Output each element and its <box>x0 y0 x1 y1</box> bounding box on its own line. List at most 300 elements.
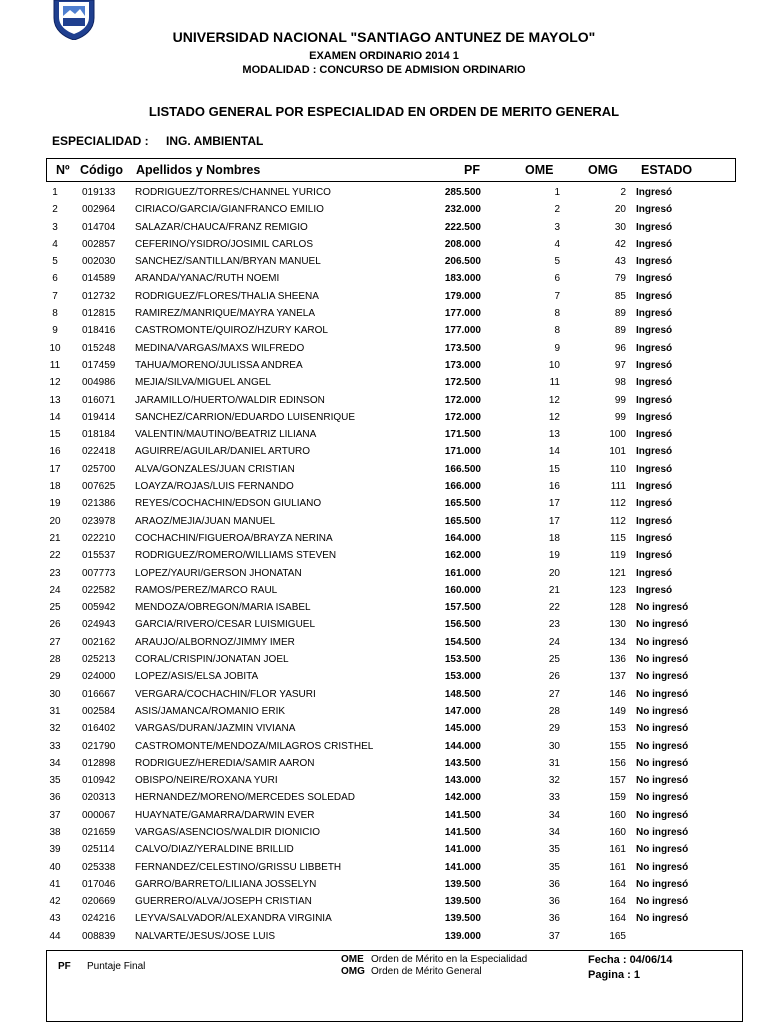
row-ome: 3 <box>554 221 560 233</box>
row-pf: 165.500 <box>444 498 481 510</box>
row-codigo: 017046 <box>82 878 116 890</box>
row-number: 9 <box>52 325 58 337</box>
row-ome: 31 <box>548 757 560 769</box>
row-estado: No ingresó <box>636 844 689 856</box>
row-nombre: CALVO/DIAZ/YERALDINE BRILLID <box>135 844 294 856</box>
row-pf: 172.000 <box>444 394 481 406</box>
row-nombre: AGUIRRE/AGUILAR/DANIEL ARTURO <box>135 446 311 458</box>
row-codigo: 015248 <box>82 342 116 354</box>
row-codigo: 023978 <box>82 515 116 527</box>
row-pf: 171.500 <box>444 429 481 441</box>
row-omg: 112 <box>610 498 626 510</box>
table-row <box>0 651 768 668</box>
table-row <box>0 305 768 322</box>
row-number: 21 <box>49 532 61 544</box>
row-pf: 177.000 <box>444 325 481 337</box>
legend-pf-desc: Puntaje Final <box>87 961 146 972</box>
row-omg: 164 <box>609 913 626 925</box>
row-ome: 26 <box>548 671 560 683</box>
row-estado: Ingresó <box>636 429 673 441</box>
row-number: 44 <box>49 930 61 942</box>
row-number: 2 <box>52 204 58 216</box>
row-estado: Ingresó <box>636 256 673 268</box>
row-nombre: MEDINA/VARGAS/MAXS WILFREDO <box>135 342 305 354</box>
row-estado: No ingresó <box>636 602 689 614</box>
row-number: 43 <box>49 913 61 925</box>
row-ome: 11 <box>549 377 560 389</box>
row-codigo: 012815 <box>82 308 116 320</box>
table-row <box>0 426 768 443</box>
row-omg: 160 <box>609 826 626 838</box>
row-codigo: 016402 <box>82 723 116 735</box>
row-number: 12 <box>49 377 61 389</box>
row-number: 39 <box>49 844 61 856</box>
row-estado: Ingresó <box>636 290 673 302</box>
row-ome: 15 <box>548 463 560 475</box>
row-codigo: 014704 <box>82 221 116 233</box>
row-omg: 161 <box>609 844 626 856</box>
table-row <box>0 270 768 287</box>
row-number: 41 <box>49 878 61 890</box>
row-pf: 156.500 <box>444 619 481 631</box>
row-nombre: SALAZAR/CHAUCA/FRANZ REMIGIO <box>135 221 308 233</box>
row-omg: 20 <box>614 204 626 216</box>
legend-pf-abbr: PF <box>58 961 71 972</box>
specialty-label: ESPECIALIDAD : <box>52 134 149 148</box>
row-estado: Ingresó <box>636 411 673 423</box>
row-omg: 160 <box>609 809 626 821</box>
row-codigo: 012898 <box>82 757 116 769</box>
row-omg: 43 <box>614 256 626 268</box>
row-omg: 136 <box>609 654 626 666</box>
row-ome: 16 <box>548 481 560 493</box>
row-estado: Ingresó <box>636 377 673 389</box>
row-nombre: TAHUA/MORENO/JULISSA ANDREA <box>135 359 303 371</box>
row-codigo: 025700 <box>82 463 116 475</box>
row-omg: 153 <box>609 723 626 735</box>
row-ome: 12 <box>548 411 560 423</box>
table-row <box>0 530 768 547</box>
row-number: 29 <box>49 671 61 683</box>
table-row <box>0 928 768 945</box>
row-nombre: GUERRERO/ALVA/JOSEPH CRISTIAN <box>135 896 312 908</box>
row-estado: Ingresó <box>636 221 673 233</box>
row-pf: 143.500 <box>444 757 481 769</box>
row-codigo: 010942 <box>82 775 116 787</box>
legend-omg-abbr: OMG <box>341 966 365 977</box>
row-omg: 164 <box>609 878 626 890</box>
row-number: 36 <box>49 792 61 804</box>
row-estado: No ingresó <box>636 792 689 804</box>
table-row <box>0 392 768 409</box>
row-pf: 139.500 <box>444 913 481 925</box>
row-nombre: RODRIGUEZ/FLORES/THALIA SHEENA <box>135 290 319 302</box>
specialty-value: ING. AMBIENTAL <box>166 134 264 148</box>
row-nombre: RAMIREZ/MANRIQUE/MAYRA YANELA <box>135 308 316 320</box>
row-pf: 232.000 <box>444 204 481 216</box>
row-ome: 32 <box>548 775 560 787</box>
col-header-codigo: Código <box>80 163 124 177</box>
row-number: 18 <box>49 481 61 493</box>
row-omg: 165 <box>609 930 626 942</box>
row-pf: 183.000 <box>444 273 481 285</box>
row-ome: 17 <box>548 515 560 527</box>
table-row <box>0 841 768 858</box>
row-estado: No ingresó <box>636 671 689 683</box>
row-omg: 99 <box>614 411 626 423</box>
row-ome: 28 <box>548 705 560 717</box>
row-pf: 142.000 <box>444 792 481 804</box>
row-nombre: NALVARTE/JESUS/JOSE LUIS <box>135 930 276 942</box>
row-ome: 23 <box>548 619 560 631</box>
row-ome: 29 <box>548 723 560 735</box>
row-omg: 42 <box>614 238 626 250</box>
row-nombre: VALENTIN/MAUTINO/BEATRIZ LILIANA <box>135 429 317 441</box>
row-ome: 21 <box>548 584 560 596</box>
row-pf: 145.000 <box>444 723 481 735</box>
row-estado: Ingresó <box>636 498 673 510</box>
row-pf: 166.000 <box>444 481 481 493</box>
table-row <box>0 876 768 893</box>
row-ome: 33 <box>548 792 560 804</box>
row-estado: Ingresó <box>636 359 673 371</box>
row-estado: No ingresó <box>636 809 689 821</box>
row-number: 26 <box>49 619 61 631</box>
row-omg: 119 <box>610 550 626 562</box>
row-ome: 30 <box>548 740 560 752</box>
row-codigo: 021659 <box>82 826 116 838</box>
row-nombre: VERGARA/COCHACHIN/FLOR YASURI <box>135 688 316 700</box>
row-estado: Ingresó <box>636 446 673 458</box>
row-ome: 35 <box>548 861 560 873</box>
row-nombre: REYES/COCHACHIN/EDSON GIULIANO <box>135 498 322 510</box>
row-number: 20 <box>49 515 61 527</box>
table-row <box>0 322 768 339</box>
row-nombre: RODRIGUEZ/TORRES/CHANNEL YURICO <box>135 187 331 198</box>
row-pf: 153.500 <box>444 654 481 666</box>
row-omg: 100 <box>609 429 626 441</box>
row-omg: 89 <box>614 308 626 320</box>
row-omg: 121 <box>609 567 626 579</box>
row-omg: 99 <box>614 394 626 406</box>
row-omg: 2 <box>620 187 626 198</box>
row-estado: No ingresó <box>636 688 689 700</box>
row-estado: No ingresó <box>636 740 689 752</box>
row-nombre: SANCHEZ/SANTILLAN/BRYAN MANUEL <box>135 256 321 268</box>
row-pf: 171.000 <box>444 446 481 458</box>
row-estado: Ingresó <box>636 550 673 562</box>
row-codigo: 014589 <box>82 273 116 285</box>
table-row <box>0 720 768 737</box>
table-row <box>0 357 768 374</box>
row-nombre: HERNANDEZ/MORENO/MERCEDES SOLEDAD <box>135 792 356 804</box>
row-nombre: JARAMILLO/HUERTO/WALDIR EDINSON <box>135 394 325 406</box>
table-row <box>0 686 768 703</box>
row-ome: 24 <box>548 636 560 648</box>
row-nombre: LOPEZ/ASIS/ELSA JOBITA <box>135 671 259 683</box>
university-title: UNIVERSIDAD NACIONAL "SANTIAGO ANTUNEZ DE MAYOLO" <box>172 29 596 45</box>
table-row <box>0 807 768 824</box>
row-ome: 5 <box>554 256 560 268</box>
row-ome: 1 <box>554 187 560 198</box>
row-codigo: 024943 <box>82 619 116 631</box>
row-codigo: 020313 <box>82 792 116 804</box>
row-estado: No ingresó <box>636 636 689 648</box>
row-pf: 285.500 <box>444 187 481 198</box>
row-codigo: 016071 <box>82 394 116 406</box>
row-codigo: 002162 <box>82 636 116 648</box>
row-ome: 7 <box>554 290 560 302</box>
row-nombre: RODRIGUEZ/HEREDIA/SAMIR AARON <box>135 757 315 769</box>
table-row <box>0 236 768 253</box>
row-codigo: 012732 <box>82 290 116 302</box>
row-number: 19 <box>49 498 61 510</box>
row-estado: Ingresó <box>636 567 673 579</box>
table-row <box>0 184 768 201</box>
row-pf: 179.000 <box>444 290 481 302</box>
row-nombre: MEJIA/SILVA/MIGUEL ANGEL <box>135 377 271 389</box>
row-ome: 36 <box>548 878 560 890</box>
row-estado: No ingresó <box>636 775 689 787</box>
row-estado: Ingresó <box>636 515 673 527</box>
row-omg: 111 <box>610 481 626 493</box>
row-nombre: LOPEZ/YAURI/GERSON JHONATAN <box>135 567 302 579</box>
row-pf: 154.500 <box>444 636 481 648</box>
page-number: Pagina : 1 <box>588 969 640 981</box>
row-nombre: FERNANDEZ/CELESTINO/GRISSU LIBBETH <box>135 861 342 873</box>
row-number: 16 <box>49 446 61 458</box>
row-estado: Ingresó <box>636 325 673 337</box>
row-ome: 6 <box>554 273 560 285</box>
row-codigo: 018416 <box>82 325 116 337</box>
row-omg: 159 <box>609 792 626 804</box>
row-ome: 8 <box>554 325 560 337</box>
row-number: 13 <box>49 394 61 406</box>
row-ome: 12 <box>548 394 560 406</box>
row-number: 11 <box>49 359 61 371</box>
row-omg: 85 <box>614 290 626 302</box>
row-ome: 22 <box>548 602 560 614</box>
row-nombre: ARAUJO/ALBORNOZ/JIMMY IMER <box>135 636 295 648</box>
row-ome: 9 <box>554 342 560 354</box>
row-ome: 27 <box>548 688 560 700</box>
row-nombre: LEYVA/SALVADOR/ALEXANDRA VIRGINIA <box>135 913 332 925</box>
row-number: 25 <box>49 602 61 614</box>
row-estado: Ingresó <box>636 342 673 354</box>
row-nombre: ASIS/JAMANCA/ROMANIO ERIK <box>135 705 286 717</box>
table-row <box>0 288 768 305</box>
row-pf: 141.500 <box>444 809 481 821</box>
row-nombre: ALVA/GONZALES/JUAN CRISTIAN <box>135 463 295 475</box>
row-number: 32 <box>49 723 61 735</box>
row-pf: 160.000 <box>444 584 481 596</box>
row-pf: 157.500 <box>444 602 481 614</box>
row-nombre: ARAOZ/MEJIA/JUAN MANUEL <box>135 515 276 527</box>
row-estado: No ingresó <box>636 878 689 890</box>
row-ome: 35 <box>548 844 560 856</box>
table-row <box>0 253 768 270</box>
row-pf: 166.500 <box>444 463 481 475</box>
print-date: Fecha : 04/06/14 <box>588 954 673 966</box>
table-row <box>0 755 768 772</box>
row-omg: 115 <box>610 532 626 544</box>
row-pf: 206.500 <box>444 256 481 268</box>
row-number: 35 <box>49 775 61 787</box>
row-ome: 36 <box>548 913 560 925</box>
row-number: 31 <box>49 705 61 717</box>
row-estado: Ingresó <box>636 394 673 406</box>
row-omg: 161 <box>609 861 626 873</box>
row-ome: 18 <box>548 532 560 544</box>
results-table <box>0 184 768 945</box>
row-codigo: 022418 <box>82 446 116 458</box>
legend-ome-desc: Orden de Mérito en la Especialidad <box>371 954 528 965</box>
row-nombre: CASTROMONTE/MENDOZA/MILAGROS CRISTHEL <box>135 740 374 752</box>
row-pf: 153.000 <box>444 671 481 683</box>
row-codigo: 022210 <box>82 532 116 544</box>
table-row <box>0 599 768 616</box>
row-estado: Ingresó <box>636 204 673 216</box>
row-omg: 79 <box>614 273 626 285</box>
row-number: 24 <box>49 584 61 596</box>
row-pf: 147.000 <box>444 705 481 717</box>
table-row <box>0 859 768 876</box>
row-nombre: COCHACHIN/FIGUEROA/BRAYZA NERINA <box>135 532 333 544</box>
row-nombre: HUAYNATE/GAMARRA/DARWIN EVER <box>135 809 315 821</box>
row-codigo: 000067 <box>82 809 116 821</box>
row-codigo: 002964 <box>82 204 116 216</box>
row-estado: No ingresó <box>636 654 689 666</box>
row-omg: 156 <box>609 757 626 769</box>
row-ome: 10 <box>548 359 560 371</box>
row-number: 15 <box>49 429 61 441</box>
table-row <box>0 668 768 685</box>
row-estado: Ingresó <box>636 532 673 544</box>
row-omg: 128 <box>609 602 626 614</box>
row-estado: Ingresó <box>636 584 673 596</box>
row-pf: 141.500 <box>444 826 481 838</box>
row-ome: 37 <box>548 930 560 942</box>
row-pf: 139.500 <box>444 896 481 908</box>
row-estado: Ingresó <box>636 308 673 320</box>
row-pf: 148.500 <box>444 688 481 700</box>
row-ome: 8 <box>554 308 560 320</box>
row-estado: Ingresó <box>636 238 673 250</box>
row-pf: 165.500 <box>444 515 481 527</box>
row-pf: 141.000 <box>444 861 481 873</box>
row-number: 1 <box>52 187 58 198</box>
row-ome: 14 <box>548 446 560 458</box>
row-omg: 134 <box>609 636 626 648</box>
col-header-ome: OME <box>525 163 554 177</box>
row-omg: 112 <box>610 515 626 527</box>
row-omg: 97 <box>614 359 626 371</box>
row-codigo: 005942 <box>82 602 116 614</box>
row-number: 4 <box>52 238 58 250</box>
row-estado: No ingresó <box>636 861 689 873</box>
row-estado: Ingresó <box>636 187 673 198</box>
row-nombre: GARRO/BARRETO/LILIANA JOSSELYN <box>135 878 317 890</box>
legend-omg-desc: Orden de Mérito General <box>371 966 482 977</box>
legend-ome-abbr: OME <box>341 954 364 965</box>
table-row <box>0 201 768 218</box>
row-estado: No ingresó <box>636 896 689 908</box>
row-estado: No ingresó <box>636 913 689 925</box>
row-omg: 123 <box>609 584 626 596</box>
row-codigo: 019133 <box>82 187 116 198</box>
row-ome: 2 <box>554 204 560 216</box>
table-row <box>0 910 768 927</box>
row-codigo: 025338 <box>82 861 116 873</box>
row-omg: 98 <box>614 377 626 389</box>
table-row <box>0 582 768 599</box>
row-pf: 173.500 <box>444 342 481 354</box>
col-header-estado: ESTADO <box>641 163 693 177</box>
row-number: 3 <box>52 221 58 233</box>
row-pf: 161.000 <box>444 567 481 579</box>
row-codigo: 008839 <box>82 930 116 942</box>
table-row <box>0 772 768 789</box>
row-codigo: 022582 <box>82 584 116 596</box>
table-row <box>0 461 768 478</box>
table-row <box>0 443 768 460</box>
row-ome: 4 <box>554 238 560 250</box>
table-row <box>0 340 768 357</box>
row-omg: 96 <box>614 342 626 354</box>
row-pf: 139.000 <box>444 930 481 942</box>
row-codigo: 020669 <box>82 896 116 908</box>
row-nombre: OBISPO/NEIRE/ROXANA YURI <box>135 775 278 787</box>
row-ome: 20 <box>548 567 560 579</box>
row-estado: No ingresó <box>636 705 689 717</box>
row-number: 40 <box>49 861 61 873</box>
row-nombre: MENDOZA/OBREGON/MARIA ISABEL <box>135 602 311 614</box>
row-pf: 177.000 <box>444 308 481 320</box>
row-omg: 137 <box>609 671 626 683</box>
row-ome: 34 <box>548 809 560 821</box>
row-nombre: RAMOS/PEREZ/MARCO RAUL <box>135 584 278 596</box>
row-ome: 36 <box>548 896 560 908</box>
row-codigo: 017459 <box>82 359 116 371</box>
row-codigo: 025114 <box>82 844 115 856</box>
row-estado: Ingresó <box>636 273 673 285</box>
row-estado: No ingresó <box>636 723 689 735</box>
row-codigo: 019414 <box>82 411 116 423</box>
row-number: 7 <box>52 290 58 302</box>
row-omg: 110 <box>610 463 626 475</box>
row-codigo: 015537 <box>82 550 116 562</box>
row-estado: Ingresó <box>636 463 673 475</box>
row-omg: 101 <box>609 446 626 458</box>
col-header-nombre: Apellidos y Nombres <box>136 163 261 177</box>
row-ome: 19 <box>548 550 560 562</box>
row-omg: 130 <box>609 619 626 631</box>
row-codigo: 021790 <box>82 740 116 752</box>
row-nombre: RODRIGUEZ/ROMERO/WILLIAMS STEVEN <box>135 550 337 562</box>
table-row <box>0 478 768 495</box>
row-nombre: LOAYZA/ROJAS/LUIS FERNANDO <box>135 481 294 493</box>
row-number: 10 <box>49 342 61 354</box>
row-ome: 17 <box>548 498 560 510</box>
row-codigo: 016667 <box>82 688 116 700</box>
row-pf: 143.000 <box>444 775 481 787</box>
row-number: 23 <box>49 567 61 579</box>
row-pf: 172.500 <box>444 377 481 389</box>
row-ome: 25 <box>548 654 560 666</box>
row-number: 33 <box>49 740 61 752</box>
row-codigo: 007625 <box>82 481 116 493</box>
row-number: 17 <box>49 463 61 475</box>
